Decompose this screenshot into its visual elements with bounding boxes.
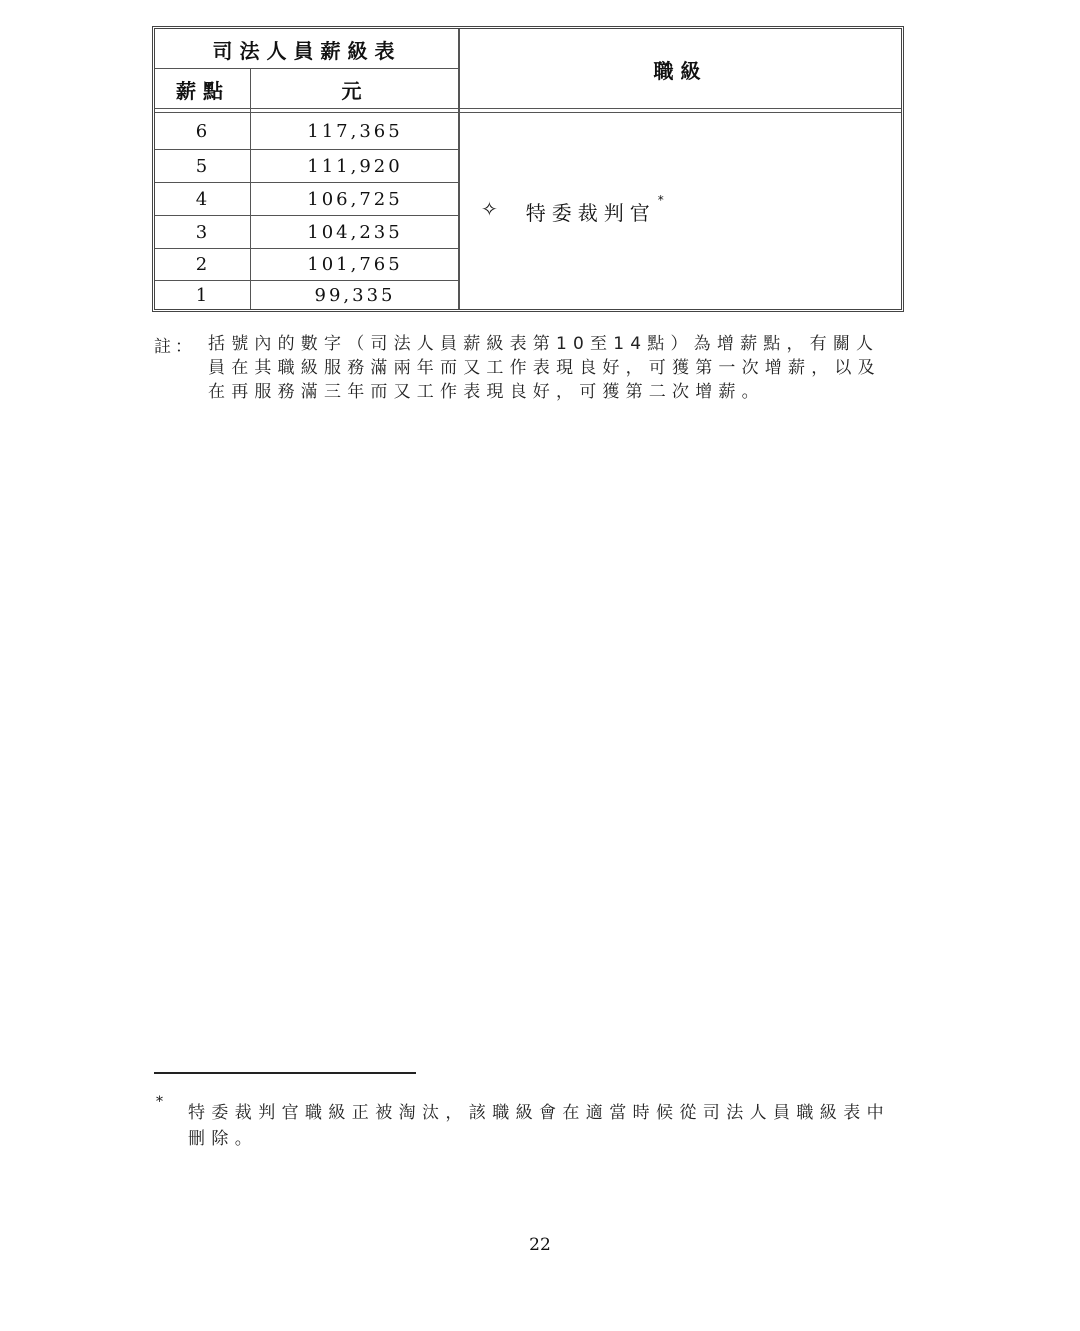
table-cell-amount: 99,335 — [314, 284, 396, 306]
page-number: 22 — [529, 1235, 551, 1255]
rank-entry — [481, 193, 670, 226]
footnote-reference: * — [657, 193, 670, 207]
column-header-rank: 職級 — [653, 58, 708, 83]
salary-scale-table — [152, 26, 904, 312]
note-text: 括號內的數字（司法人員薪級表第10至14點）為增薪點，有關人員在其職級服務滿兩年而又工作表現良好，可獲第一次增薪，以及在再服務滿三年而又工作表現良好，可獲第二次增薪。 — [208, 334, 881, 402]
table-cell-point: 3 — [195, 221, 211, 243]
table-cell-amount: 117,365 — [307, 120, 403, 142]
table-cell-amount: 106,725 — [307, 188, 403, 210]
rank-name: 特委裁判官 — [525, 201, 656, 225]
table-cell-amount: 101,765 — [307, 254, 403, 275]
diamond-icon: ✧ — [481, 197, 504, 221]
table-cell-point: 2 — [195, 254, 211, 275]
table-cell-amount: 111,920 — [307, 155, 403, 177]
table-title: 司法人員薪級表 — [212, 38, 402, 63]
table-cell-point: 1 — [195, 284, 211, 306]
table-cell-point: 4 — [195, 188, 211, 210]
table-cell-point: 6 — [195, 120, 211, 142]
table-cell-point: 5 — [195, 155, 211, 177]
column-header-amount: 元 — [341, 78, 369, 103]
footnote-text: 特委裁判官職級正被淘汰，該職級會在適當時候從司法人員職級表中刪除。 — [188, 1103, 890, 1149]
footnote-mark: * — [156, 1094, 163, 1110]
table-cell-amount: 104,235 — [307, 221, 403, 243]
note-label: 註： — [154, 337, 196, 357]
footnote-divider — [154, 1072, 416, 1074]
column-header-point: 薪點 — [176, 78, 230, 103]
